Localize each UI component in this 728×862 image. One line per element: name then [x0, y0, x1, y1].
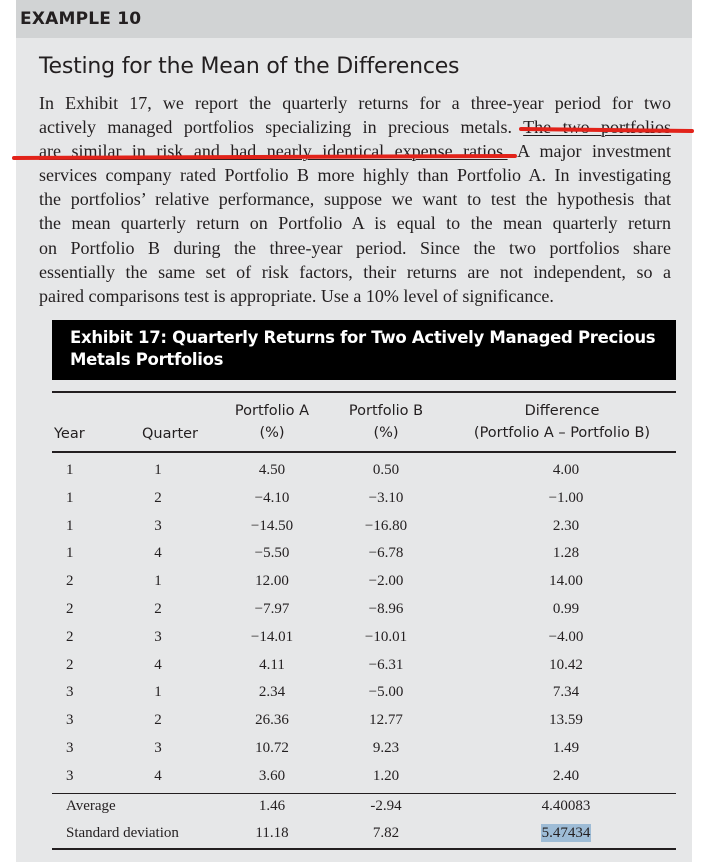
difference-cell: 1.49	[552, 740, 580, 756]
header-portfolio-b	[326, 400, 446, 444]
header-text: (Portfolio A – Portfolio B)	[473, 425, 651, 441]
year-cell: 3	[66, 684, 74, 701]
year-cell: 3	[66, 767, 74, 784]
table-row	[52, 679, 676, 707]
portfolio-b-cell: 0.50	[372, 462, 400, 478]
table-row	[52, 513, 676, 541]
portfolio-a-cell: 3.60	[258, 767, 286, 784]
year-cell: 3	[66, 712, 74, 729]
table-row	[52, 652, 676, 680]
portfolio-b-cell: −8.96	[368, 601, 404, 617]
portfolio-a-cell: 4.11	[259, 656, 285, 673]
std-a: 11.18	[255, 825, 289, 841]
quarter-cell: 1	[154, 573, 162, 590]
quarter-cell: 3	[154, 740, 162, 756]
difference-cell: 10.42	[549, 656, 583, 673]
difference-cell: 13.59	[549, 712, 583, 729]
header-text: Portfolio A	[234, 403, 310, 419]
table-row	[52, 624, 676, 652]
year-cell: 1	[66, 517, 74, 534]
paragraph-line: In Exhibit 17, we report the quarterly returns for a three-year period for two	[39, 93, 671, 113]
portfolio-b-cell: 1.20	[372, 767, 400, 784]
exhibit-title-bar	[52, 320, 676, 380]
portfolio-a-cell: −14.50	[250, 517, 294, 534]
paragraph-line: the mean quarterly return on Portfolio A is equal to the mean quarterly return	[39, 213, 671, 234]
portfolio-b-cell: −5.00	[368, 684, 404, 701]
quarter-cell: 4	[154, 656, 162, 673]
portfolio-a-cell: 12.00	[255, 573, 289, 590]
table-bottom-rule	[52, 848, 676, 850]
portfolio-a-cell: 4.50	[258, 462, 286, 478]
header-year: Year	[54, 426, 85, 442]
header-text: (%)	[259, 425, 285, 441]
section-heading: Testing for the Mean of the Differences	[39, 54, 460, 79]
header-portfolio-a	[212, 400, 332, 444]
table-row	[52, 457, 676, 485]
paragraph-line	[39, 115, 671, 139]
paragraph-line: on Portfolio B during the three-year period. Since the two portfolios share	[39, 237, 671, 258]
highlighted-value: 5.47434	[541, 825, 591, 841]
table-row	[52, 763, 676, 791]
table-row	[52, 568, 676, 596]
table-row	[52, 485, 676, 513]
portfolio-b-cell: −16.80	[364, 517, 408, 534]
average-difference: 4.40083	[541, 798, 591, 814]
table-row	[52, 540, 676, 568]
header-quarter: Quarter	[142, 426, 199, 442]
portfolio-a-cell: 26.36	[255, 712, 289, 729]
body-paragraph	[39, 91, 671, 308]
portfolio-a-cell: −14.01	[250, 628, 294, 645]
header-text: Difference	[524, 403, 600, 419]
document-page	[16, 0, 692, 862]
difference-cell: −4.00	[548, 628, 584, 645]
table-top-rule	[52, 391, 676, 393]
portfolio-b-cell: −3.10	[368, 489, 404, 506]
paragraph-line: paired comparisons test is appropriate. Use a 10% level of significance.	[39, 285, 554, 306]
paragraph-text: A major investment	[507, 141, 671, 162]
quarter-cell: 4	[154, 767, 162, 784]
paragraph-text: actively managed portfolios specializing in precious metals.	[39, 117, 524, 138]
year-cell: 2	[66, 628, 74, 645]
paragraph-line: the portfolios’ relative performance, suppose we want to test the hypothesis that	[39, 189, 671, 210]
portfolio-b-cell: −10.01	[364, 628, 408, 645]
portfolio-b-cell: −2.00	[368, 573, 404, 590]
portfolio-a-cell: 10.72	[255, 740, 289, 756]
header-text: (%)	[373, 425, 399, 441]
quarter-cell: 2	[154, 712, 162, 729]
quarter-cell: 3	[154, 517, 162, 534]
quarter-cell: 4	[154, 545, 162, 562]
year-cell: 2	[66, 573, 74, 590]
underlined-text: are similar in risk and had nearly identical expense ratios.	[39, 141, 508, 162]
portfolio-a-cell: −5.50	[254, 545, 290, 562]
paragraph-line: services company rated Portfolio B more highly than Portfolio A. In investigating	[39, 165, 671, 186]
std-b: 7.82	[372, 825, 400, 841]
portfolio-a-cell: −4.10	[254, 489, 290, 506]
quarter-cell: 3	[154, 628, 162, 645]
portfolio-b-cell: −6.31	[368, 656, 404, 673]
year-cell: 2	[66, 601, 74, 617]
table-header-rule	[52, 451, 676, 453]
quarter-cell: 1	[154, 462, 162, 478]
table-row	[52, 596, 676, 624]
year-cell: 3	[66, 740, 74, 756]
year-cell: 1	[66, 462, 74, 478]
portfolio-a-cell: −7.97	[254, 601, 290, 617]
average-label: Average	[66, 798, 116, 814]
portfolio-a-cell: 2.34	[258, 684, 286, 701]
exhibit-title-line: Metals Portfolios	[70, 350, 224, 369]
difference-cell: 7.34	[552, 684, 580, 701]
average-b: -2.94	[370, 798, 402, 814]
paragraph-line	[39, 139, 671, 163]
portfolio-b-cell: 9.23	[372, 740, 400, 756]
std-difference	[484, 820, 648, 848]
portfolio-b-cell: −6.78	[368, 545, 404, 562]
quarter-cell: 2	[154, 601, 162, 617]
table-row	[52, 707, 676, 735]
exhibit-title-line: Exhibit 17: Quarterly Returns for Two Actively Managed Precious	[70, 328, 656, 347]
year-cell: 1	[66, 545, 74, 562]
header-text: Portfolio B	[348, 403, 424, 419]
year-cell: 2	[66, 656, 74, 673]
example-label: EXAMPLE 10	[20, 9, 142, 29]
difference-cell: 14.00	[549, 573, 583, 590]
std-row	[52, 820, 676, 848]
example-header-bar	[16, 0, 692, 38]
header-difference	[452, 400, 672, 444]
year-cell: 1	[66, 489, 74, 506]
underlined-text: The two portfolios	[523, 117, 672, 138]
std-label: Standard deviation	[66, 825, 179, 841]
quarter-cell: 2	[154, 489, 162, 506]
difference-cell: 2.30	[552, 517, 580, 534]
table-row	[52, 735, 676, 763]
paragraph-line: essentially the same set of risk factors, their returns are not independent, so a	[39, 261, 671, 282]
difference-cell: 0.99	[552, 601, 580, 617]
average-row	[52, 793, 676, 821]
difference-cell: 1.28	[552, 545, 580, 562]
portfolio-b-cell: 12.77	[369, 712, 403, 729]
average-a: 1.46	[258, 798, 286, 814]
quarter-cell: 1	[154, 684, 162, 701]
difference-cell: 2.40	[552, 767, 580, 784]
difference-cell: −1.00	[548, 489, 584, 506]
difference-cell: 4.00	[552, 462, 580, 478]
